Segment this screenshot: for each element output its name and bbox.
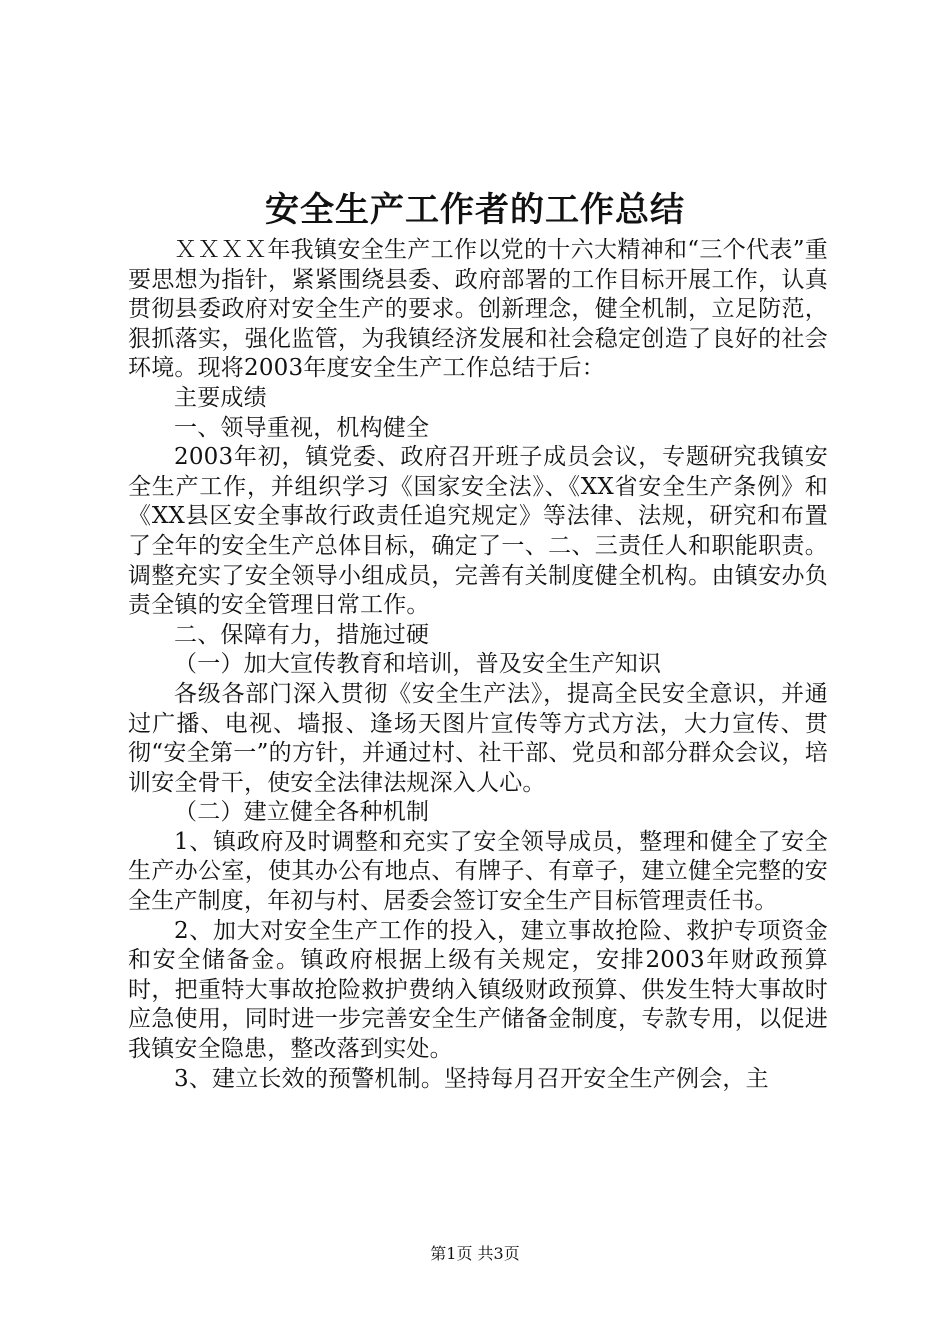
paragraph-intro: ＸＸＸＸ年我镇安全生产工作以党的十六大精神和“三个代表”重要思想为指针，紧紧围绕县委、政府部署的工作目标开展工作，认真贯彻县委政府对安全生产的要求。创新理念，健全机制，立足防范，狠抓落实，强化监管，为我镇经济发展和社会稳定创造了良好的社会环境。现将2003年度安全生产工作总结于后： (128, 237, 828, 382)
paragraph-item-3: 3、建立长效的预警机制。坚持每月召开安全生产例会，主 (174, 1065, 769, 1092)
paragraph-heading-subsection-2: （二）建立健全各种机制 (174, 799, 430, 826)
document-body (128, 236, 828, 1094)
paragraph-item-2: 2、加大对安全生产工作的投入，建立事故抢险、救护专项资金和安全储备金。镇政府根据上级有关规定，安排2003年财政预算时，把重特大事故抢险救护费纳入镇级财政预算、供发生特大事故时应急使用，同时进一步完善安全生产储备金制度，专款专用，以促进我镇安全隐患，整改落到实处。 (128, 917, 828, 1063)
paragraph-heading-section-2: 二、保障有力，措施过硬 (174, 621, 430, 648)
paragraph-section-1-body: 2003年初，镇党委、政府召开班子成员会议，专题研究我镇安全生产工作，并组织学习《国家安全法》、《XX省安全生产条例》和《XX县区安全事故行政责任追究规定》等法律、法规，研究和布置了全年的安全生产总体目标，确定了一、二、三责任人和职能职责。调整充实了安全领导小组成员，完善有关制度健全机构。由镇安办负责全镇的安全管理日常工作。 (128, 444, 828, 619)
page-number-footer: 第1页 共3页 (430, 1244, 520, 1263)
paragraph-item-1: 1、镇政府及时调整和充实了安全领导成员，整理和健全了安全生产办公室，使其办公有地点、有牌子、有章子，建立健全完整的安全生产制度，年初与村、居委会签订安全生产目标管理责任书。 (128, 828, 828, 915)
paragraph-heading-main-results: 主要成绩 (174, 384, 267, 411)
paragraph-heading-subsection-1: （一）加大宣传教育和培训，普及安全生产知识 (174, 651, 662, 678)
paragraph-subsection-1-body: 各级各部门深入贯彻《安全生产法》，提高全民安全意识，并通过广播、电视、墙报、逢场天图片宣传等方式方法，大力宣传、贯彻“安全第一”的方针，并通过村、社干部、党员和部分群众会议，培训安全骨干，使安全法律法规深入人心。 (128, 680, 828, 796)
document-title: 安全生产工作者的工作总结 (265, 190, 685, 230)
paragraph-heading-section-1: 一、领导重视，机构健全 (174, 414, 430, 441)
